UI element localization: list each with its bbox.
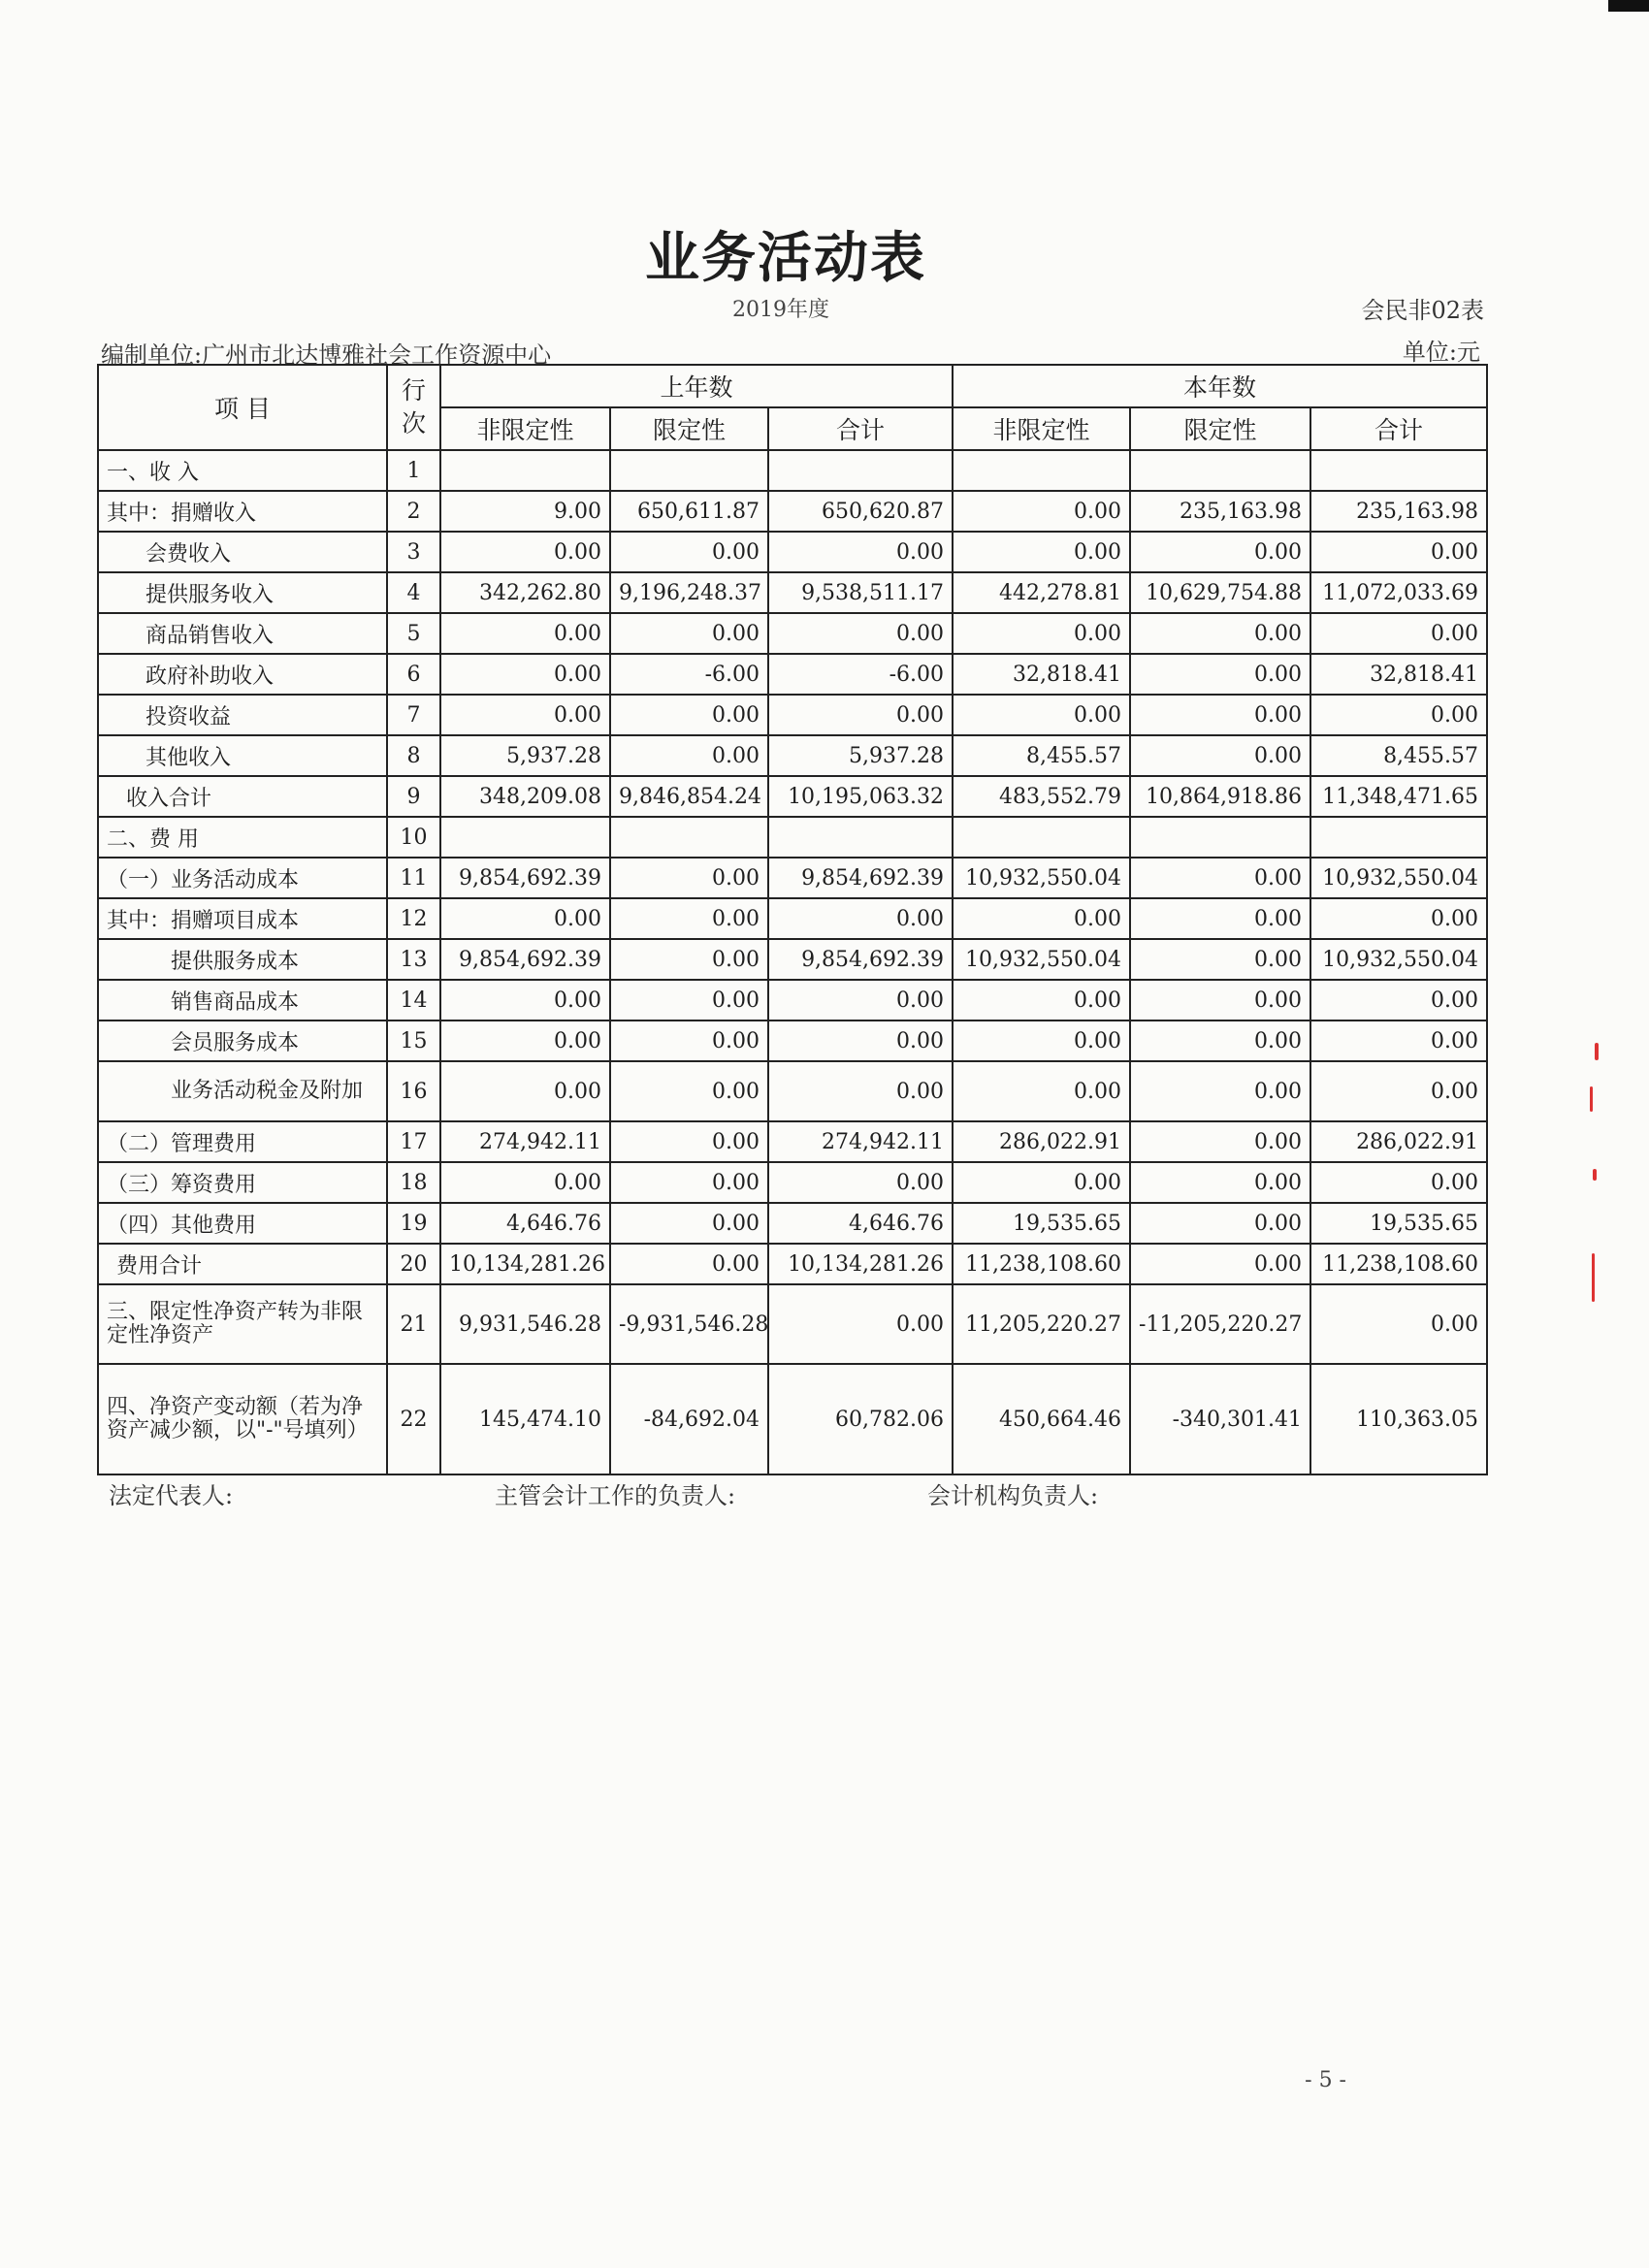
accounting-head-label: 主管会计工作的负责人:: [495, 1482, 736, 1509]
table-row: [98, 776, 1487, 817]
row-value-cell: 0.00: [1310, 1284, 1487, 1364]
row-value-cell: 0.00: [768, 695, 953, 735]
row-line-number: 18: [387, 1162, 440, 1203]
row-value-cell: 0.00: [768, 898, 953, 939]
row-value-cell: 0.00: [768, 532, 953, 572]
currency-unit: 单位:元: [1402, 339, 1480, 366]
row-line-number: 20: [387, 1244, 440, 1284]
row-value-cell: 286,022.91: [1310, 1121, 1487, 1162]
row-value-cell: 0.00: [440, 613, 610, 654]
row-value-cell: 0.00: [440, 1162, 610, 1203]
row-value-cell: [610, 450, 768, 491]
row-value-cell: 0.00: [1130, 858, 1310, 898]
row-value-cell: 0.00: [1130, 939, 1310, 980]
row-value-cell: 10,932,550.04: [953, 939, 1130, 980]
row-value-cell: 0.00: [440, 695, 610, 735]
row-value-cell: 274,942.11: [440, 1121, 610, 1162]
row-value-cell: 0.00: [1130, 532, 1310, 572]
row-value-cell: 0.00: [1310, 613, 1487, 654]
row-value-cell: 0.00: [1310, 898, 1487, 939]
row-value-cell: [953, 817, 1130, 858]
table-row: [98, 1284, 1487, 1364]
row-item-label: 会员服务成本: [98, 1021, 387, 1061]
page-number: - 5 -: [1305, 2068, 1346, 2092]
row-value-cell: 0.00: [768, 1162, 953, 1203]
row-value-cell: 9,854,692.39: [768, 858, 953, 898]
row-value-cell: 0.00: [1310, 695, 1487, 735]
row-value-cell: 32,818.41: [953, 654, 1130, 695]
row-value-cell: 235,163.98: [1130, 491, 1310, 532]
table-row: [98, 858, 1487, 898]
row-value-cell: 9,196,248.37: [610, 572, 768, 613]
row-value-cell: 235,163.98: [1310, 491, 1487, 532]
row-value-cell: -6.00: [768, 654, 953, 695]
table-row: [98, 491, 1487, 532]
row-line-number: 3: [387, 532, 440, 572]
row-line-number: 12: [387, 898, 440, 939]
row-line-number: 11: [387, 858, 440, 898]
red-stamp-fragment: [1590, 1086, 1593, 1112]
header-current-total: 合计: [1310, 407, 1487, 450]
row-item-label: 三、限定性净资产转为非限定性净资产: [98, 1284, 387, 1364]
row-item-label: 一、收 入: [98, 450, 387, 491]
row-item-label: 其他收入: [98, 735, 387, 776]
row-item-label: 其中：捐赠收入: [98, 491, 387, 532]
row-value-cell: -340,301.41: [1130, 1364, 1310, 1474]
row-value-cell: 0.00: [610, 1021, 768, 1061]
row-value-cell: 10,134,281.26: [768, 1244, 953, 1284]
row-value-cell: [1310, 817, 1487, 858]
row-value-cell: -11,205,220.27: [1130, 1284, 1310, 1364]
row-line-number: 7: [387, 695, 440, 735]
row-item-label: 提供服务收入: [98, 572, 387, 613]
header-prior-year: 上年数: [440, 365, 953, 407]
row-value-cell: 0.00: [440, 898, 610, 939]
row-value-cell: 10,932,550.04: [1310, 939, 1487, 980]
row-line-number: 14: [387, 980, 440, 1021]
row-value-cell: 0.00: [953, 1021, 1130, 1061]
row-value-cell: 11,205,220.27: [953, 1284, 1130, 1364]
red-stamp-fragment: [1595, 1043, 1599, 1060]
row-value-cell: 0.00: [768, 613, 953, 654]
table-row: [98, 613, 1487, 654]
row-value-cell: -84,692.04: [610, 1364, 768, 1474]
row-value-cell: [953, 450, 1130, 491]
header-row-group: [98, 365, 1487, 407]
row-value-cell: 0.00: [953, 1061, 1130, 1121]
row-value-cell: 0.00: [1130, 1162, 1310, 1203]
row-value-cell: 9,931,546.28: [440, 1284, 610, 1364]
row-value-cell: 0.00: [440, 654, 610, 695]
row-value-cell: [440, 817, 610, 858]
row-item-label: （四）其他费用: [98, 1203, 387, 1244]
row-value-cell: 0.00: [953, 613, 1130, 654]
row-item-label: 四、净资产变动额（若为净资产减少额，以"-"号填列）: [98, 1364, 387, 1474]
row-line-number: 21: [387, 1284, 440, 1364]
row-value-cell: 0.00: [440, 980, 610, 1021]
row-value-cell: 8,455.57: [1310, 735, 1487, 776]
report-title: 业务活动表: [645, 226, 926, 290]
row-value-cell: 145,474.10: [440, 1364, 610, 1474]
row-value-cell: 0.00: [953, 695, 1130, 735]
row-line-number: 19: [387, 1203, 440, 1244]
row-item-label: 商品销售收入: [98, 613, 387, 654]
row-value-cell: -6.00: [610, 654, 768, 695]
row-value-cell: 0.00: [610, 695, 768, 735]
row-value-cell: 0.00: [1130, 613, 1310, 654]
row-value-cell: 0.00: [953, 1162, 1130, 1203]
row-value-cell: 10,629,754.88: [1130, 572, 1310, 613]
row-value-cell: 0.00: [768, 980, 953, 1021]
row-value-cell: 0.00: [1310, 1021, 1487, 1061]
row-value-cell: 11,238,108.60: [1310, 1244, 1487, 1284]
row-value-cell: 9,538,511.17: [768, 572, 953, 613]
row-line-number: 22: [387, 1364, 440, 1474]
row-value-cell: 0.00: [1130, 735, 1310, 776]
row-item-label: （三）筹资费用: [98, 1162, 387, 1203]
row-value-cell: 11,348,471.65: [1310, 776, 1487, 817]
header-current-unrestricted: 非限定性: [953, 407, 1130, 450]
row-value-cell: 5,937.28: [768, 735, 953, 776]
row-value-cell: 0.00: [953, 491, 1130, 532]
row-value-cell: 0.00: [1310, 1061, 1487, 1121]
row-value-cell: 650,611.87: [610, 491, 768, 532]
row-value-cell: 0.00: [768, 1021, 953, 1061]
table-row: [98, 898, 1487, 939]
row-value-cell: 442,278.81: [953, 572, 1130, 613]
row-value-cell: 19,535.65: [953, 1203, 1130, 1244]
row-value-cell: 0.00: [440, 532, 610, 572]
table-row: [98, 735, 1487, 776]
table-row: [98, 695, 1487, 735]
header-prior-total: 合计: [768, 407, 953, 450]
table-row: [98, 1021, 1487, 1061]
row-value-cell: 274,942.11: [768, 1121, 953, 1162]
header-prior-unrestricted: 非限定性: [440, 407, 610, 450]
row-value-cell: 0.00: [1130, 695, 1310, 735]
row-value-cell: 0.00: [1130, 1061, 1310, 1121]
row-item-label: 费用合计: [98, 1244, 387, 1284]
table-row: [98, 1244, 1487, 1284]
red-stamp-fragment: [1593, 1169, 1597, 1181]
row-value-cell: -9,931,546.28: [610, 1284, 768, 1364]
row-value-cell: 0.00: [1130, 654, 1310, 695]
row-item-label: 其中：捐赠项目成本: [98, 898, 387, 939]
header-current-year: 本年数: [953, 365, 1487, 407]
row-item-label: 投资收益: [98, 695, 387, 735]
row-item-label: （一）业务活动成本: [98, 858, 387, 898]
row-line-number: 6: [387, 654, 440, 695]
table-row: [98, 654, 1487, 695]
table-row: [98, 1162, 1487, 1203]
row-value-cell: 0.00: [1130, 1021, 1310, 1061]
scan-corner-mark: [1608, 0, 1649, 12]
row-line-number: 4: [387, 572, 440, 613]
row-value-cell: [1130, 817, 1310, 858]
row-value-cell: [610, 817, 768, 858]
row-item-label: 政府补助收入: [98, 654, 387, 695]
row-value-cell: 0.00: [610, 980, 768, 1021]
preparing-organization: 编制单位:广州市北达博雅社会工作资源中心: [101, 341, 552, 369]
row-line-number: 17: [387, 1121, 440, 1162]
row-value-cell: 11,238,108.60: [953, 1244, 1130, 1284]
row-value-cell: 4,646.76: [440, 1203, 610, 1244]
table-row: [98, 1364, 1487, 1474]
row-line-number: 1: [387, 450, 440, 491]
table-row: [98, 572, 1487, 613]
row-value-cell: 0.00: [610, 898, 768, 939]
row-value-cell: 0.00: [610, 939, 768, 980]
row-value-cell: 19,535.65: [1310, 1203, 1487, 1244]
table-row: [98, 817, 1487, 858]
row-value-cell: 10,134,281.26: [440, 1244, 610, 1284]
row-value-cell: [768, 817, 953, 858]
row-value-cell: 0.00: [440, 1061, 610, 1121]
report-period: 2019年度: [732, 298, 829, 322]
accounting-dept-head-label: 会计机构负责人:: [927, 1482, 1099, 1509]
row-value-cell: 0.00: [953, 532, 1130, 572]
row-line-number: 2: [387, 491, 440, 532]
row-line-number: 8: [387, 735, 440, 776]
red-stamp-fragment: [1592, 1253, 1595, 1302]
table-row: [98, 939, 1487, 980]
row-item-label: （二）管理费用: [98, 1121, 387, 1162]
row-value-cell: 650,620.87: [768, 491, 953, 532]
row-value-cell: 0.00: [768, 1061, 953, 1121]
row-value-cell: 9.00: [440, 491, 610, 532]
row-value-cell: [1130, 450, 1310, 491]
row-item-label: 业务活动税金及附加: [98, 1061, 387, 1121]
table-row: [98, 532, 1487, 572]
row-value-cell: 0.00: [1310, 980, 1487, 1021]
activity-statement-table: [97, 364, 1488, 1475]
row-value-cell: 9,854,692.39: [768, 939, 953, 980]
row-value-cell: 0.00: [953, 980, 1130, 1021]
row-value-cell: [1310, 450, 1487, 491]
row-line-number: 16: [387, 1061, 440, 1121]
table-row: [98, 450, 1487, 491]
row-value-cell: 0.00: [953, 898, 1130, 939]
row-value-cell: 0.00: [610, 1244, 768, 1284]
row-value-cell: 110,363.05: [1310, 1364, 1487, 1474]
row-value-cell: 0.00: [440, 1021, 610, 1061]
row-value-cell: 10,932,550.04: [953, 858, 1130, 898]
table-row: [98, 1061, 1487, 1121]
row-value-cell: 342,262.80: [440, 572, 610, 613]
row-value-cell: 9,854,692.39: [440, 939, 610, 980]
header-line: 行次: [387, 365, 440, 450]
row-value-cell: 0.00: [610, 1121, 768, 1162]
row-value-cell: 0.00: [610, 532, 768, 572]
row-value-cell: 0.00: [1130, 1121, 1310, 1162]
row-value-cell: 0.00: [1310, 1162, 1487, 1203]
table-row: [98, 1203, 1487, 1244]
row-value-cell: 0.00: [610, 858, 768, 898]
header-item: 项 目: [98, 365, 387, 450]
row-value-cell: 4,646.76: [768, 1203, 953, 1244]
row-value-cell: 32,818.41: [1310, 654, 1487, 695]
row-line-number: 5: [387, 613, 440, 654]
row-value-cell: 286,022.91: [953, 1121, 1130, 1162]
row-value-cell: 0.00: [1130, 980, 1310, 1021]
row-value-cell: 483,552.79: [953, 776, 1130, 817]
row-value-cell: 0.00: [1310, 532, 1487, 572]
row-value-cell: 0.00: [610, 1162, 768, 1203]
table-row: [98, 1121, 1487, 1162]
row-item-label: 销售商品成本: [98, 980, 387, 1021]
row-value-cell: 10,195,063.32: [768, 776, 953, 817]
table-row: [98, 980, 1487, 1021]
form-code: 会民非02表: [1361, 297, 1484, 324]
header-current-restricted: 限定性: [1130, 407, 1310, 450]
row-item-label: 二、费 用: [98, 817, 387, 858]
table-body: [98, 450, 1487, 1474]
row-value-cell: 60,782.06: [768, 1364, 953, 1474]
row-value-cell: 11,072,033.69: [1310, 572, 1487, 613]
row-item-label: 收入合计: [98, 776, 387, 817]
row-value-cell: 0.00: [610, 1203, 768, 1244]
row-value-cell: 0.00: [1130, 898, 1310, 939]
legal-representative-label: 法定代表人:: [109, 1482, 234, 1509]
row-line-number: 10: [387, 817, 440, 858]
row-value-cell: 9,854,692.39: [440, 858, 610, 898]
row-value-cell: 10,864,918.86: [1130, 776, 1310, 817]
row-value-cell: 0.00: [610, 613, 768, 654]
row-value-cell: 5,937.28: [440, 735, 610, 776]
row-value-cell: 8,455.57: [953, 735, 1130, 776]
row-item-label: 提供服务成本: [98, 939, 387, 980]
header-prior-restricted: 限定性: [610, 407, 768, 450]
row-line-number: 15: [387, 1021, 440, 1061]
row-line-number: 13: [387, 939, 440, 980]
row-value-cell: 9,846,854.24: [610, 776, 768, 817]
row-value-cell: 450,664.46: [953, 1364, 1130, 1474]
row-line-number: 9: [387, 776, 440, 817]
row-value-cell: 0.00: [610, 1061, 768, 1121]
row-value-cell: 348,209.08: [440, 776, 610, 817]
row-item-label: 会费收入: [98, 532, 387, 572]
row-value-cell: 0.00: [1130, 1244, 1310, 1284]
row-value-cell: 0.00: [610, 735, 768, 776]
row-value-cell: 0.00: [768, 1284, 953, 1364]
row-value-cell: 0.00: [1130, 1203, 1310, 1244]
row-value-cell: 10,932,550.04: [1310, 858, 1487, 898]
row-value-cell: [768, 450, 953, 491]
row-value-cell: [440, 450, 610, 491]
